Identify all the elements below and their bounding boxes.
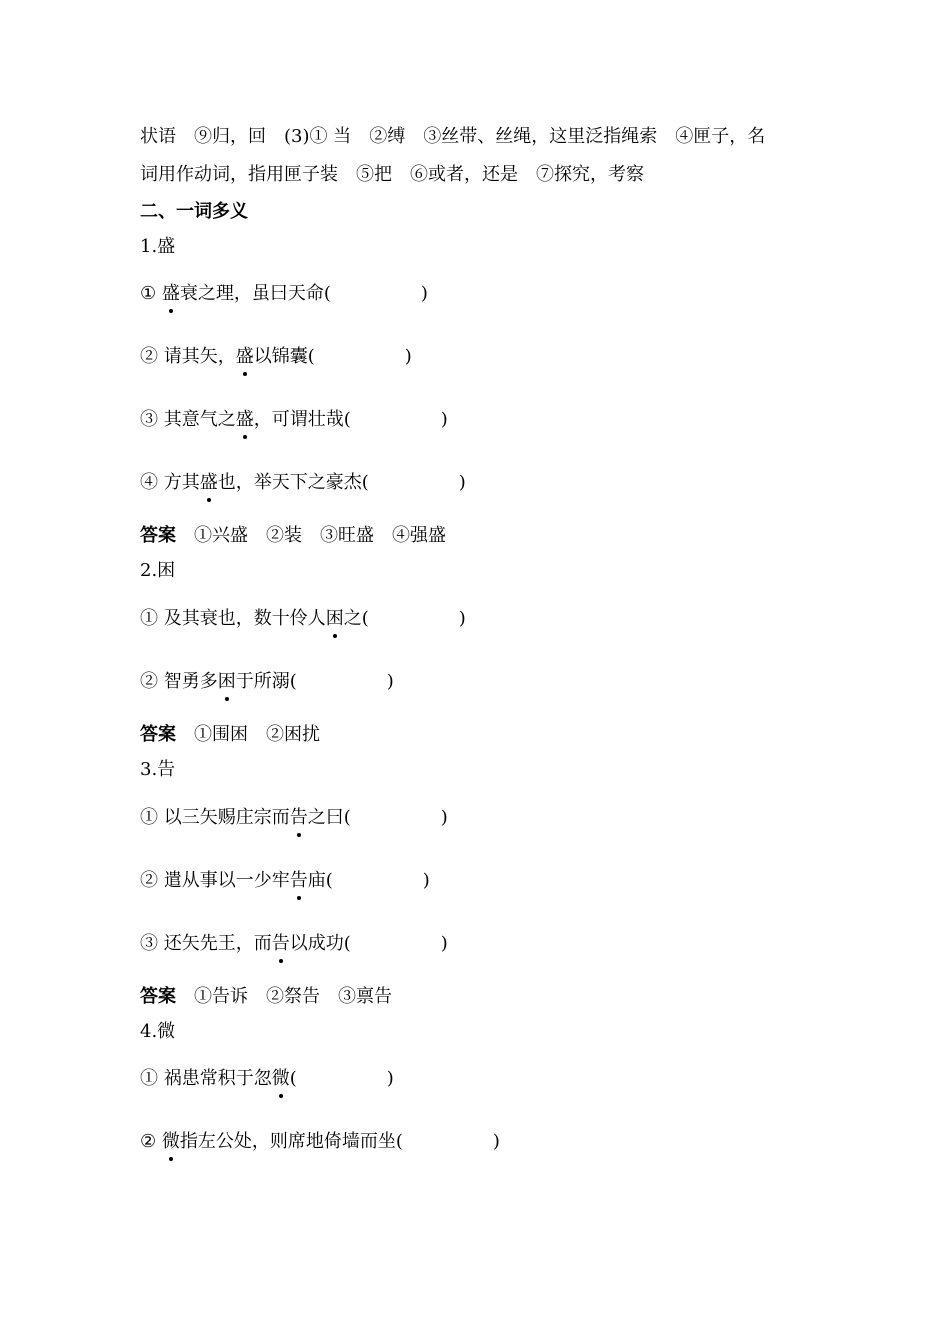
item-close-paren: ) bbox=[422, 870, 430, 891]
item-text-post: 以锦囊( bbox=[253, 346, 315, 367]
question-item bbox=[140, 932, 448, 956]
question-item bbox=[140, 471, 466, 495]
emphasized-char: 困 bbox=[217, 671, 236, 692]
item-text-pre: ③ 还矢先王，而 bbox=[140, 933, 272, 954]
group-title-kun: 2.困 bbox=[140, 560, 176, 581]
item-text-pre: ② 请其矢， bbox=[140, 346, 236, 367]
answer-label: 答案 bbox=[140, 525, 176, 546]
emphasized-char: 告 bbox=[289, 870, 308, 891]
item-close-paren: ) bbox=[492, 1131, 500, 1152]
emphasized-char: 告 bbox=[271, 933, 290, 954]
item-text-pre: ② 遣从事以一少牢 bbox=[140, 870, 290, 891]
question-item bbox=[140, 806, 448, 830]
item-close-paren: ) bbox=[440, 807, 448, 828]
group-title-gao: 3.告 bbox=[140, 759, 176, 780]
item-text-post: 之曰( bbox=[307, 807, 351, 828]
answer-line bbox=[140, 723, 320, 747]
item-text-pre: ④ 方其 bbox=[140, 472, 200, 493]
question-item bbox=[140, 282, 428, 306]
question-item bbox=[140, 607, 466, 631]
emphasized-char: 微 bbox=[161, 1131, 180, 1152]
item-close-paren: ) bbox=[458, 472, 466, 493]
emphasized-char: 告 bbox=[289, 807, 308, 828]
item-text-post: 庙( bbox=[307, 870, 333, 891]
item-close-paren: ) bbox=[404, 346, 412, 367]
item-text-post: 衰之理，虽曰天命( bbox=[179, 283, 331, 304]
item-text-pre: ① 及其衰也，数十伶人 bbox=[140, 608, 326, 629]
item-text-pre: ② 智勇多 bbox=[140, 671, 218, 692]
item-text-pre: ① bbox=[140, 283, 162, 304]
answer-label: 答案 bbox=[140, 724, 176, 745]
item-text-pre: ① 以三矢赐庄宗而 bbox=[140, 807, 290, 828]
answer-text: ①告诉 ②祭告 ③禀告 bbox=[176, 986, 392, 1007]
item-text-post: 也，举天下之豪杰( bbox=[217, 472, 369, 493]
answer-text: ①围困 ②困扰 bbox=[176, 724, 320, 745]
item-close-paren: ) bbox=[458, 608, 466, 629]
question-item bbox=[140, 1067, 394, 1091]
item-text-pre: ① 祸患常积于忽 bbox=[140, 1068, 272, 1089]
answer-line bbox=[140, 524, 446, 548]
item-text-pre: ③ 其意气之 bbox=[140, 409, 236, 430]
item-close-paren: ) bbox=[440, 409, 448, 430]
question-item bbox=[140, 1130, 500, 1154]
item-text-post: 指左公处，则席地倚墙而坐( bbox=[179, 1131, 403, 1152]
emphasized-char: 盛 bbox=[199, 472, 218, 493]
answer-label: 答案 bbox=[140, 986, 176, 1007]
group-title-wei: 4.微 bbox=[140, 1021, 176, 1042]
answer-text: ①兴盛 ②装 ③旺盛 ④强盛 bbox=[176, 525, 446, 546]
emphasized-char: 微 bbox=[271, 1068, 290, 1089]
item-close-paren: ) bbox=[420, 283, 428, 304]
item-close-paren: ) bbox=[440, 933, 448, 954]
item-text-post: 以成功( bbox=[289, 933, 351, 954]
intro-line-2: 词用作动词，指用匣子装 ⑤把 ⑥或者，还是 ⑦探究，考察 bbox=[140, 164, 644, 185]
item-close-paren: ) bbox=[386, 1068, 394, 1089]
emphasized-char: 盛 bbox=[235, 409, 254, 430]
item-text-post: ( bbox=[289, 1068, 297, 1089]
intro-line-1: 状语 ⑨归，回 (3)① 当 ②缚 ③丝带、丝绳，这里泛指绳索 ④匣子，名 bbox=[140, 126, 766, 147]
section-heading: 二、一词多义 bbox=[140, 201, 248, 222]
item-text-post: ，可谓壮哉( bbox=[253, 409, 351, 430]
emphasized-char: 困 bbox=[325, 608, 344, 629]
question-item bbox=[140, 408, 448, 432]
item-text-post: 之( bbox=[343, 608, 369, 629]
question-item bbox=[140, 345, 412, 369]
emphasized-char: 盛 bbox=[161, 283, 180, 304]
item-close-paren: ) bbox=[386, 671, 394, 692]
item-text-post: 于所溺( bbox=[235, 671, 297, 692]
question-item bbox=[140, 869, 430, 893]
emphasized-char: 盛 bbox=[235, 346, 254, 367]
group-title-sheng: 1.盛 bbox=[140, 236, 176, 257]
item-text-pre: ② bbox=[140, 1131, 162, 1152]
answer-line bbox=[140, 985, 392, 1009]
question-item bbox=[140, 670, 394, 694]
